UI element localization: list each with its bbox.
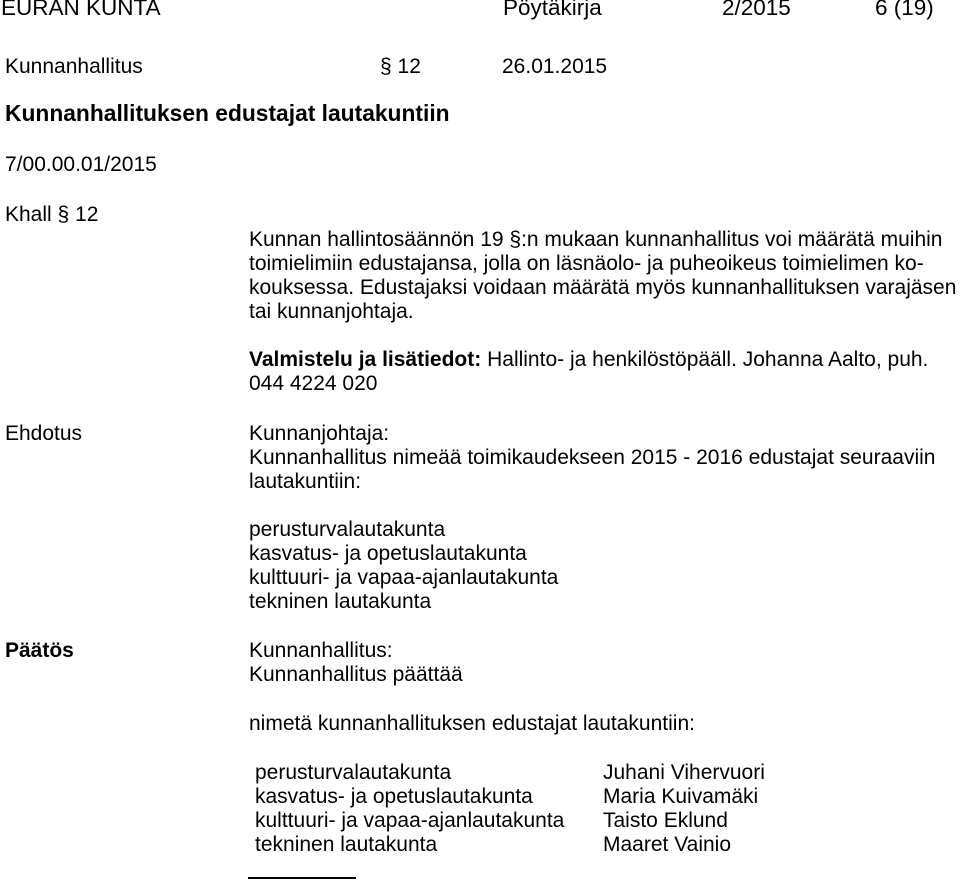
preparation-phone: 044 4224 020: [249, 372, 378, 395]
document-type: Pöytäkirja: [503, 0, 602, 20]
list-item: kulttuuri- ja vapaa-ajanlautakunta: [249, 566, 559, 589]
representative-cell: Taisto Eklund: [603, 809, 728, 832]
decision-statement: Kunnanhallitus päättää: [249, 663, 463, 686]
proposal-presenter: Kunnanjohtaja:: [249, 422, 390, 445]
preparation-info: [249, 348, 928, 396]
meeting-section: § 12: [380, 55, 421, 78]
list-item: perusturvalautakunta: [249, 518, 446, 541]
representative-cell: Maria Kuivamäki: [603, 785, 759, 808]
proposal-line: Kunnanhallitus nimeää toimikaudekseen 2015 - 2016 edustajat seuraaviin: [249, 446, 936, 469]
representative-cell: Maaret Vainio: [603, 833, 732, 856]
background-paragraph: [249, 228, 956, 324]
committee-cell: kulttuuri- ja vapaa-ajanlautakunta: [255, 809, 565, 832]
separator-line: [248, 877, 356, 879]
table-row: [255, 785, 815, 809]
proposal-label: Ehdotus: [5, 422, 83, 445]
preparation-line: [249, 348, 928, 372]
background-line: tai kunnanjohtaja.: [249, 300, 414, 323]
decision-maker: Kunnanhallitus:: [249, 639, 393, 662]
representative-cell: Juhani Vihervuori: [603, 761, 765, 784]
background-line: toimielimiin edustajansa, jolla on läsnäolo- ja puheoikeus toimielimen ko-: [249, 252, 924, 275]
document-number: 2/2015: [722, 0, 791, 20]
record-number: 7/00.00.01/2015: [5, 153, 157, 176]
table-row: [255, 809, 815, 833]
proposal-line: lautakuntiin:: [249, 470, 362, 493]
committee-cell: tekninen lautakunta: [255, 833, 438, 856]
list-item: tekninen lautakunta: [249, 590, 432, 613]
table-row: [255, 833, 815, 857]
preparation-contact: Hallinto- ja henkilöstöpääll. Johanna Aalto, puh.: [487, 348, 929, 371]
meeting-date: 26.01.2015: [502, 55, 608, 78]
table-row: [255, 761, 815, 785]
list-item: kasvatus- ja opetuslautakunta: [249, 542, 527, 565]
proposal-committee-list: [249, 518, 558, 614]
committee-cell: kasvatus- ja opetuslautakunta: [255, 785, 533, 808]
decision-label: Päätös: [5, 639, 74, 662]
background-line: kouksessa. Edustajaksi voidaan määrätä myös kunnanhallituksen varajäsen: [249, 276, 957, 299]
meeting-body: Kunnanhallitus: [5, 55, 143, 78]
item-title: Kunnanhallituksen edustajat lautakuntiin: [5, 100, 450, 126]
background-line: Kunnan hallintosäännön 19 §:n mukaan kunnanhallitus voi määrätä muihin: [249, 228, 943, 251]
decision-text: [249, 639, 463, 687]
decision-instruction: nimetä kunnanhallituksen edustajat lautakuntiin:: [249, 712, 695, 735]
organization-name: EURAN KUNTA: [1, 0, 161, 20]
preparation-label: Valmistelu ja lisätiedot:: [249, 348, 482, 371]
page-number: 6 (19): [875, 0, 934, 20]
proposal-text: [249, 422, 935, 494]
item-reference: Khall § 12: [5, 203, 99, 226]
committee-cell: perusturvalautakunta: [255, 761, 452, 784]
appointments-table: [255, 761, 815, 857]
